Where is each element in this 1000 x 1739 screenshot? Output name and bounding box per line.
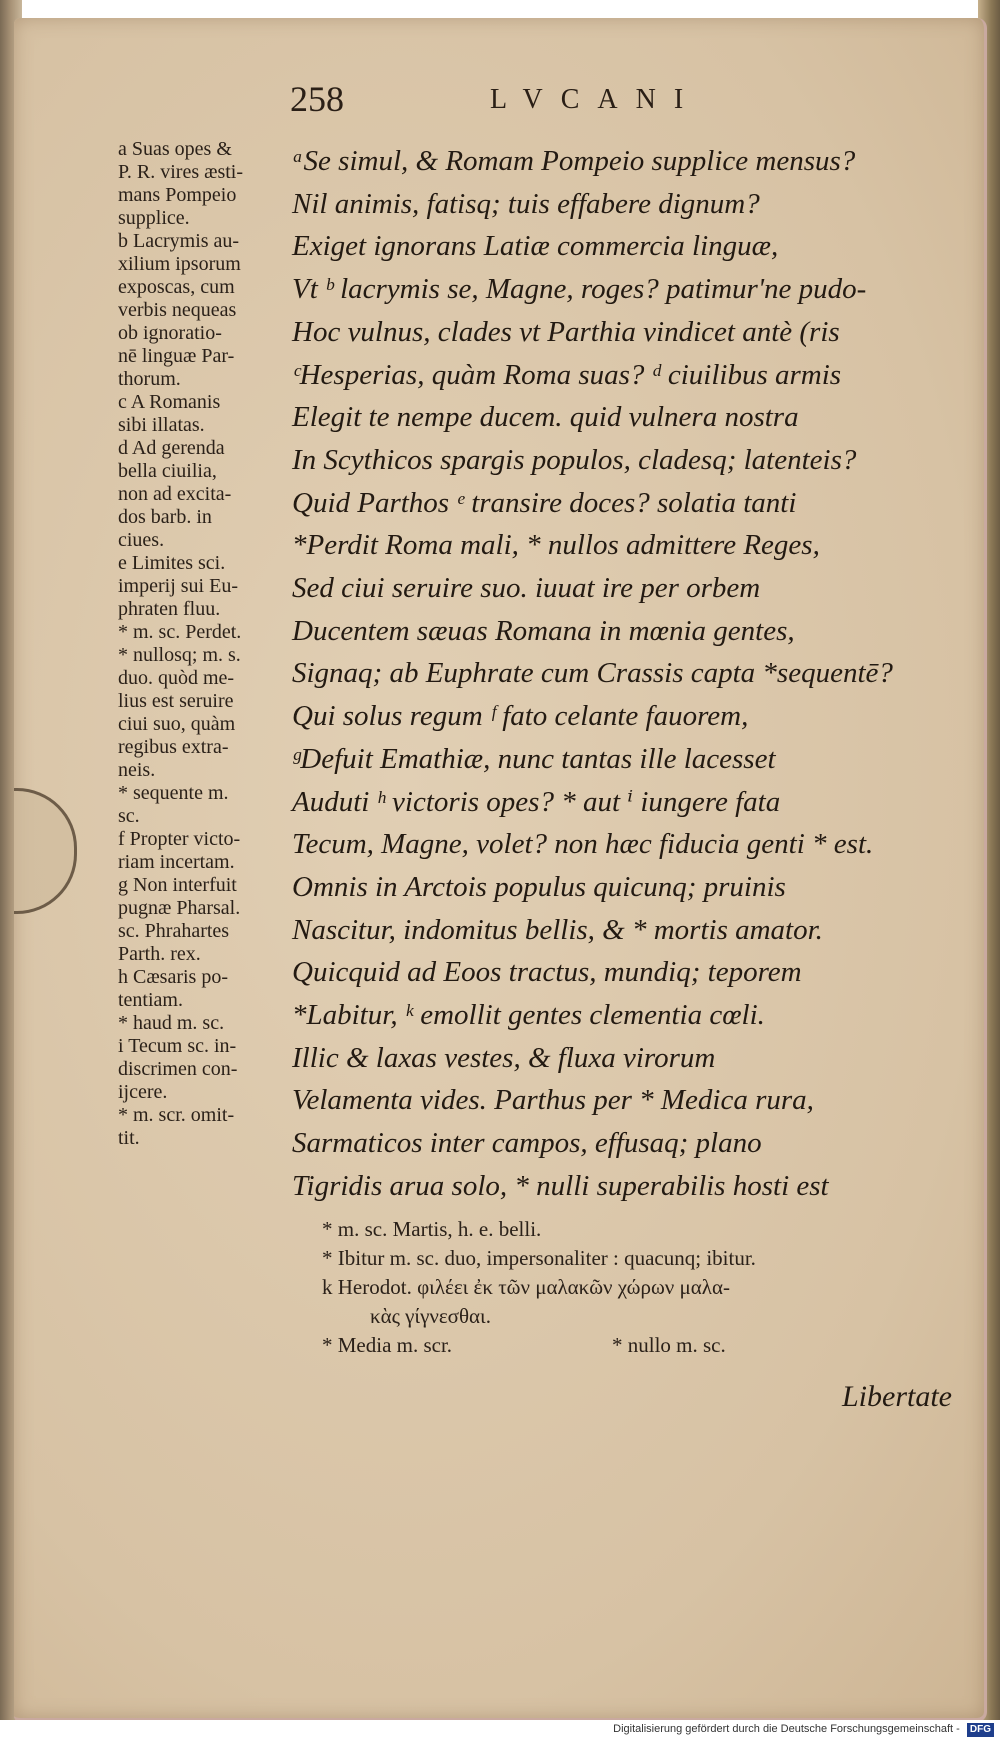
margin-note: d Ad gerenda bella ciuilia, non ad excita- dos barb. in ciues. (118, 437, 232, 551)
margin-note: i Tecum sc. in- discrimen con- ijcere. (118, 1035, 238, 1103)
verse-line: Qui solus regum ᶠ fato celante fauorem, (292, 700, 749, 733)
footnote-line: * nullo m. sc. (612, 1333, 726, 1357)
verse-line: ᵍDefuit Emathiæ, nunc tantas ille lacesset (292, 742, 776, 775)
verse-line: *Labitur, ᵏ emollit gentes clementia cœli. (292, 999, 765, 1032)
footnote-line: * Ibitur m. sc. duo, impersonaliter : quacunq; ibitur. (322, 1246, 756, 1270)
verse-line: Nascitur, indomitus bellis, & * mortis amator. (292, 913, 823, 946)
margin-note: h Cæsaris po- tentiam. (118, 966, 228, 1011)
margin-note: * m. sc. Perdet. (118, 621, 242, 643)
verse-line: Sarmaticos inter campos, effusaq; plano (292, 1127, 762, 1160)
page-number: 258 (290, 79, 344, 119)
verse-line: Nil animis, fatisq; tuis effabere dignum? (292, 187, 760, 220)
margin-note: * haud m. sc. (118, 1012, 225, 1034)
verse-line: Quid Parthos ᵉ transire doces? solatia tanti (292, 486, 797, 519)
page-header (290, 78, 950, 118)
margin-note: b Lacrymis au- xilium ipsorum exposcas, cum verbis nequeas ob ignoratio- nē linguæ Par- thorum. (118, 230, 241, 390)
verse-line: Sed ciui seruire suo. iuuat ire per orbem (292, 572, 761, 605)
verse-line: Ducentem sæuas Romana in mœnia gentes, (292, 614, 795, 647)
margin-note: * nullosq; m. s. duo. quòd me- lius est seruire ciui suo, quàm regibus extra- neis. (118, 644, 241, 781)
margin-note: c A Romanis sibi illatas. (118, 391, 221, 436)
margin-note: e Limites sci. imperij sui Eu- phraten fluu. (118, 552, 238, 620)
margin-note: f Propter victo- riam incertam. (118, 828, 241, 873)
verse-line: Illic & laxas vestes, & fluxa virorum (292, 1041, 716, 1074)
verse-line: Hoc vulnus, clades vt Parthia vindicet antè (ris (292, 315, 840, 348)
margin-note: * sequente m. sc. (118, 782, 229, 827)
running-head: LVCANI (490, 84, 702, 115)
verse-text (292, 140, 972, 1208)
verse-line: Signaq; ab Euphrate cum Crassis capta *sequentē? (292, 657, 893, 690)
margin-note: * m. scr. omit- tit. (118, 1104, 235, 1149)
verse-line: Vt ᵇ lacrymis se, Magne, roges? patimur'ne pudo- (292, 273, 867, 306)
footnote-line: * m. sc. Martis, h. e. belli. (322, 1217, 542, 1241)
footnotes (322, 1215, 962, 1360)
verse-line: ᵃSe simul, & Romam Pompeio supplice mensus? (292, 145, 856, 177)
verse-line: *Perdit Roma mali, * nullos admittere Reges, (292, 529, 820, 562)
dfg-logo: DFG (967, 1723, 994, 1737)
verse-line: Exiget ignorans Latiæ commercia linguæ, (292, 230, 779, 263)
verse-line: Auduti ʰ victoris opes? * aut ⁱ iungere fata (292, 785, 781, 818)
verse-line: Elegit te nempe ducem. quid vulnera nostra (292, 401, 799, 434)
catchword: Libertate (842, 1380, 952, 1413)
verse-line: Tecum, Magne, volet? non hæc fiducia genti * est. (292, 828, 874, 861)
verse-line: Omnis in Arctois populus quicunq; pruinis (292, 870, 786, 903)
footnote-line: * Media m. scr. (322, 1333, 453, 1357)
verse-line: ᶜHesperias, quàm Roma suas? ᵈ ciuilibus armis (292, 358, 842, 391)
footnote-line: k Herodot. φιλέει ἐκ τῶν μαλακῶν χώρων μαλα- (322, 1275, 730, 1299)
verse-line: Velamenta vides. Parthus per * Medica rura, (292, 1084, 814, 1117)
verse-line: Tigridis arua solo, * nulli superabilis hosti est (292, 1169, 829, 1202)
digitization-credit (0, 1720, 1000, 1739)
verse-line: In Scythicos spargis populos, cladesq; latenteis? (292, 443, 857, 476)
footnote-row (322, 1331, 962, 1360)
digitization-note: Digitalisierung gefördert durch die Deutsche Forschungsgemeinschaft - (613, 1723, 960, 1735)
margin-notes (118, 138, 288, 1150)
margin-note: a Suas opes & P. R. vires æsti- mans Pompeio supplice. (118, 138, 244, 229)
verse-line: Quicquid ad Eoos tractus, mundiq; teporem (292, 956, 802, 989)
footnote-line: κὰς γίγνεσθαι. (370, 1304, 491, 1328)
margin-note: g Non interfuit pugnæ Pharsal. sc. Phrahartes Parth. rex. (118, 874, 241, 965)
book-clasp (14, 788, 77, 914)
